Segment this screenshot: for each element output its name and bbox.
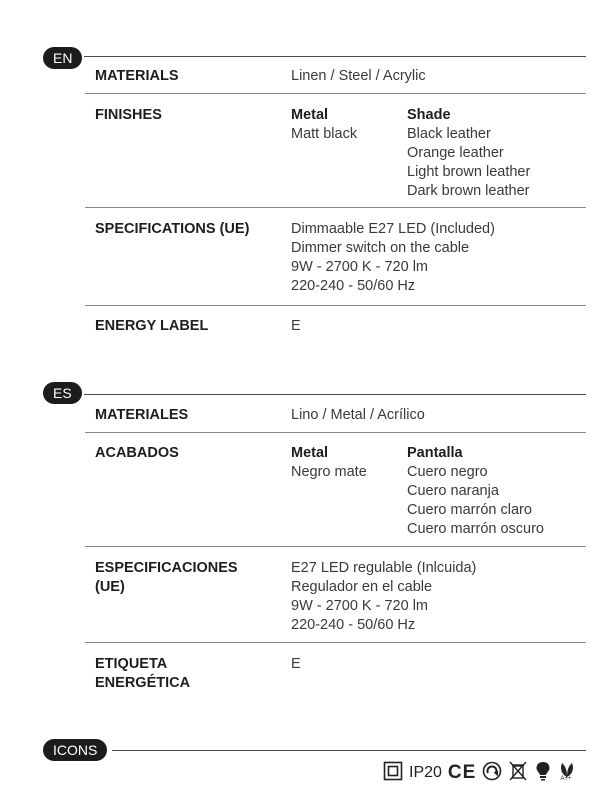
section-divider-en — [84, 56, 586, 57]
etiqueta-energetica-label — [95, 655, 190, 693]
section-tag-en: EN — [43, 47, 82, 69]
led-bulb-icon — [534, 760, 552, 786]
row-divider — [85, 207, 586, 208]
eco-leaf-icon — [558, 762, 576, 784]
spec-line: Dimmaable E27 LED (Included) — [291, 221, 495, 237]
etiqueta-label-line: ENERGÉTICA — [95, 675, 191, 691]
recycle-icon — [482, 761, 502, 785]
certification-icons — [383, 762, 576, 784]
finishes-label: FINISHES — [95, 107, 162, 123]
acabados-metal-value: Negro mate — [291, 464, 367, 480]
finishes-shade-column — [407, 106, 530, 201]
materials-label: MATERIALS — [95, 68, 179, 84]
materials-value: Linen / Steel / Acrylic — [291, 68, 426, 84]
finishes-shade-value: Orange leather — [407, 145, 504, 161]
finishes-shade-value: Light brown leather — [407, 164, 531, 180]
finishes-metal-value: Matt black — [291, 126, 358, 142]
spec-line: Dimmer switch on the cable — [291, 240, 470, 256]
acabados-pantalla-value: Cuero marrón oscuro — [407, 521, 544, 537]
finishes-shade-value: Black leather — [407, 126, 491, 142]
row-divider — [85, 432, 586, 433]
energy-label-label: ENERGY LABEL — [95, 318, 209, 334]
especificaciones-label-line: ESPECIFICACIONES — [95, 560, 238, 576]
acabados-metal-heading: Metal — [291, 445, 329, 461]
finishes-metal-column — [291, 106, 357, 144]
etiqueta-label-line: ETIQUETA — [95, 656, 168, 672]
acabados-pantalla-value: Cuero naranja — [407, 483, 499, 499]
section-tag-es: ES — [43, 382, 82, 404]
row-divider — [85, 546, 586, 547]
spec-line: 9W - 2700 K - 720 lm — [291, 259, 428, 275]
spec-line: 220-240 - 50/60 Hz — [291, 278, 416, 294]
acabados-label: ACABADOS — [95, 445, 179, 461]
finishes-shade-value: Dark brown leather — [407, 183, 530, 199]
energy-class-mark: A++ — [560, 776, 572, 782]
finishes-metal-heading: Metal — [291, 107, 329, 123]
row-divider — [85, 93, 586, 94]
materiales-label: MATERIALES — [95, 407, 189, 423]
section-divider-es — [84, 394, 586, 395]
especificaciones-label — [95, 559, 238, 597]
ip20-rating: IP20 — [409, 764, 442, 781]
finishes-shade-heading: Shade — [407, 107, 451, 123]
specifications-values — [291, 220, 495, 296]
spec-line: Regulador en el cable — [291, 579, 433, 595]
section-tag-icons: ICONS — [43, 739, 107, 761]
etiqueta-energetica-value: E — [291, 656, 301, 672]
acabados-pantalla-heading: Pantalla — [407, 445, 463, 461]
spec-line: 9W - 2700 K - 720 lm — [291, 598, 428, 614]
ce-icon: CE — [447, 762, 477, 783]
acabados-pantalla-column — [407, 444, 544, 539]
row-divider — [85, 305, 586, 306]
specifications-label: SPECIFICATIONS (UE) — [95, 221, 250, 237]
acabados-pantalla-value: Cuero negro — [407, 464, 488, 480]
row-divider — [85, 642, 586, 643]
energy-label-value: E — [291, 318, 301, 334]
especificaciones-label-line: (UE) — [95, 579, 125, 595]
materiales-value: Lino / Metal / Acrílico — [291, 407, 425, 423]
spec-line: 220-240 - 50/60 Hz — [291, 617, 416, 633]
section-divider-icons — [112, 750, 586, 751]
class-ii-icon — [383, 761, 403, 785]
acabados-pantalla-value: Cuero marrón claro — [407, 502, 532, 518]
especificaciones-values — [291, 559, 476, 635]
spec-line: E27 LED regulable (Inlcuida) — [291, 560, 477, 576]
acabados-metal-column — [291, 444, 367, 482]
weee-bin-icon — [508, 760, 528, 786]
